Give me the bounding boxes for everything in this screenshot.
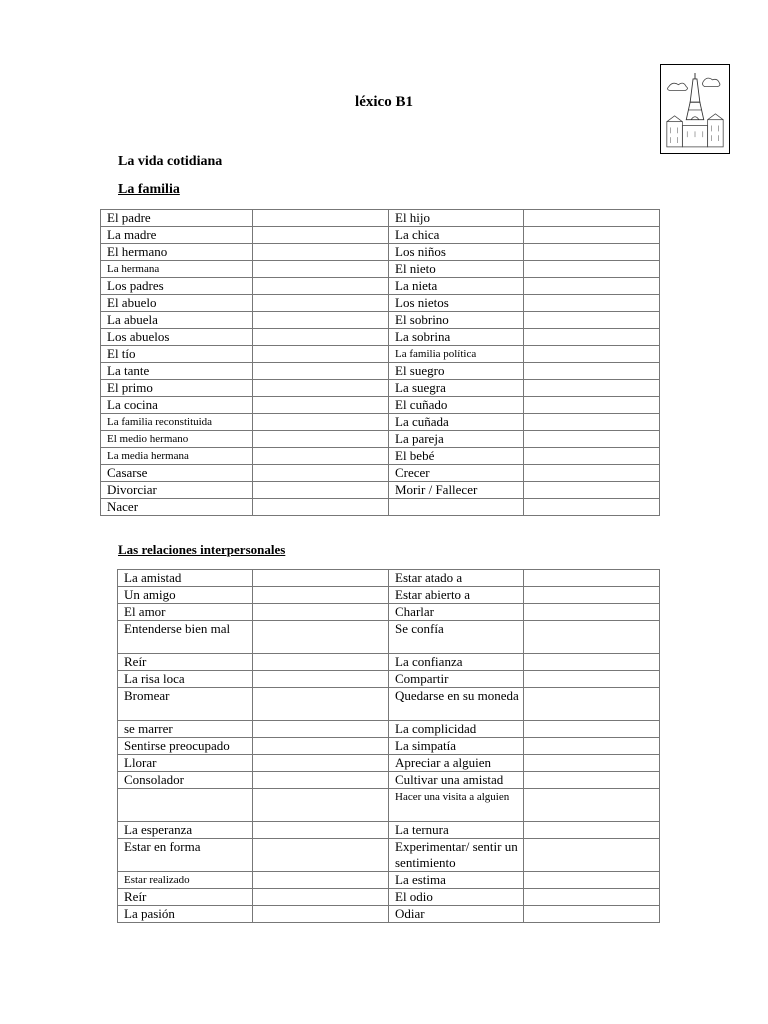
- translation-blank-cell: [253, 721, 389, 738]
- translation-blank-cell: [253, 431, 389, 448]
- term-cell: El hermano: [101, 244, 253, 261]
- table-row: [101, 448, 660, 465]
- translation-blank-cell: [524, 822, 660, 839]
- translation-blank-cell: [524, 465, 660, 482]
- translation-blank-cell: [253, 604, 389, 621]
- document-title: léxico B1: [355, 94, 413, 110]
- term-cell: Los abuelos: [101, 329, 253, 346]
- term-cell: Estar realizado: [118, 872, 253, 889]
- table-row: [118, 721, 660, 738]
- table-row: [101, 363, 660, 380]
- term-cell: La chica: [389, 227, 524, 244]
- translation-blank-cell: [253, 839, 389, 872]
- table-row: [101, 346, 660, 363]
- term-cell: Sentirse preocupado: [118, 738, 253, 755]
- table-row: [118, 604, 660, 621]
- translation-blank-cell: [524, 604, 660, 621]
- table-row: [118, 839, 660, 872]
- term-cell: Quedarse en su moneda: [389, 688, 524, 721]
- term-cell: Odiar: [389, 906, 524, 923]
- translation-blank-cell: [253, 380, 389, 397]
- table-row: [118, 789, 660, 822]
- translation-blank-cell: [253, 688, 389, 721]
- table-row: [101, 210, 660, 227]
- term-cell: La media hermana: [101, 448, 253, 465]
- term-cell: Charlar: [389, 604, 524, 621]
- term-cell: La cocina: [101, 397, 253, 414]
- term-cell: La ternura: [389, 822, 524, 839]
- term-cell: La esperanza: [118, 822, 253, 839]
- term-cell: El hijo: [389, 210, 524, 227]
- translation-blank-cell: [253, 448, 389, 465]
- term-cell: Se confía: [389, 621, 524, 654]
- translation-blank-cell: [524, 671, 660, 688]
- translation-blank-cell: [253, 261, 389, 278]
- term-cell: Estar abierto a: [389, 587, 524, 604]
- term-cell: El suegro: [389, 363, 524, 380]
- term-cell: La abuela: [101, 312, 253, 329]
- heading-relaciones-interpersonales: Las relaciones interpersonales: [118, 542, 286, 557]
- eiffel-tower-logo: [660, 64, 730, 154]
- term-cell: La estima: [389, 872, 524, 889]
- term-cell: Morir / Fallecer: [389, 482, 524, 499]
- term-cell: Divorciar: [101, 482, 253, 499]
- table-row: [118, 755, 660, 772]
- term-cell: La suegra: [389, 380, 524, 397]
- translation-blank-cell: [524, 654, 660, 671]
- term-cell: Reír: [118, 654, 253, 671]
- term-cell: El tío: [101, 346, 253, 363]
- translation-blank-cell: [524, 839, 660, 872]
- term-cell: El amor: [118, 604, 253, 621]
- term-cell: Reír: [118, 889, 253, 906]
- term-cell: Un amigo: [118, 587, 253, 604]
- translation-blank-cell: [524, 738, 660, 755]
- translation-blank-cell: [524, 482, 660, 499]
- translation-blank-cell: [253, 671, 389, 688]
- table-row: [101, 227, 660, 244]
- term-cell: [118, 789, 253, 822]
- table-row: [101, 414, 660, 431]
- translation-blank-cell: [253, 482, 389, 499]
- table-row: [118, 671, 660, 688]
- table-row: [118, 772, 660, 789]
- translation-blank-cell: [524, 227, 660, 244]
- term-cell: La pasión: [118, 906, 253, 923]
- translation-blank-cell: [253, 822, 389, 839]
- translation-blank-cell: [253, 414, 389, 431]
- translation-blank-cell: [524, 621, 660, 654]
- table-row: [101, 295, 660, 312]
- translation-blank-cell: [524, 329, 660, 346]
- term-cell: La pareja: [389, 431, 524, 448]
- term-cell: La complicidad: [389, 721, 524, 738]
- term-cell: Casarse: [101, 465, 253, 482]
- term-cell: Crecer: [389, 465, 524, 482]
- translation-blank-cell: [253, 906, 389, 923]
- term-cell: El padre: [101, 210, 253, 227]
- term-cell: La madre: [101, 227, 253, 244]
- term-cell: Estar atado a: [389, 570, 524, 587]
- translation-blank-cell: [253, 654, 389, 671]
- translation-blank-cell: [253, 889, 389, 906]
- term-cell: El primo: [101, 380, 253, 397]
- table-row: [101, 380, 660, 397]
- table-row: [101, 244, 660, 261]
- translation-blank-cell: [524, 721, 660, 738]
- term-cell: Los padres: [101, 278, 253, 295]
- table-row: [101, 482, 660, 499]
- translation-blank-cell: [524, 431, 660, 448]
- term-cell: La simpatía: [389, 738, 524, 755]
- term-cell: Compartir: [389, 671, 524, 688]
- translation-blank-cell: [524, 889, 660, 906]
- translation-blank-cell: [524, 397, 660, 414]
- translation-blank-cell: [524, 772, 660, 789]
- translation-blank-cell: [524, 346, 660, 363]
- translation-blank-cell: [524, 448, 660, 465]
- term-cell: Hacer una visita a alguien: [389, 789, 524, 822]
- table-row: [101, 261, 660, 278]
- table-row: [101, 397, 660, 414]
- translation-blank-cell: [524, 499, 660, 516]
- term-cell: Los nietos: [389, 295, 524, 312]
- table-row: [118, 872, 660, 889]
- translation-blank-cell: [253, 587, 389, 604]
- term-cell: La nieta: [389, 278, 524, 295]
- translation-blank-cell: [524, 414, 660, 431]
- translation-blank-cell: [253, 227, 389, 244]
- term-cell: [389, 499, 524, 516]
- section-heading-vida-cotidiana: La vida cotidiana: [118, 154, 223, 169]
- translation-blank-cell: [524, 312, 660, 329]
- table-row: [118, 621, 660, 654]
- translation-blank-cell: [524, 570, 660, 587]
- translation-blank-cell: [253, 772, 389, 789]
- table-row: [101, 431, 660, 448]
- translation-blank-cell: [524, 872, 660, 889]
- translation-blank-cell: [524, 261, 660, 278]
- familia-vocab-table: [100, 209, 660, 516]
- term-cell: La tante: [101, 363, 253, 380]
- translation-blank-cell: [524, 295, 660, 312]
- table-row: [118, 889, 660, 906]
- term-cell: Los niños: [389, 244, 524, 261]
- term-cell: La risa loca: [118, 671, 253, 688]
- translation-blank-cell: [253, 244, 389, 261]
- term-cell: La cuñada: [389, 414, 524, 431]
- term-cell: La hermana: [101, 261, 253, 278]
- translation-blank-cell: [253, 570, 389, 587]
- table-row: [118, 570, 660, 587]
- translation-blank-cell: [253, 621, 389, 654]
- term-cell: Apreciar a alguien: [389, 755, 524, 772]
- translation-blank-cell: [524, 789, 660, 822]
- translation-blank-cell: [524, 363, 660, 380]
- term-cell: se marrer: [118, 721, 253, 738]
- table-row: [101, 312, 660, 329]
- term-cell: El cuñado: [389, 397, 524, 414]
- table-row: [118, 587, 660, 604]
- translation-blank-cell: [253, 397, 389, 414]
- table-row: [118, 738, 660, 755]
- table-row: [101, 329, 660, 346]
- term-cell: Experimentar/ sentir un sentimiento: [389, 839, 524, 872]
- translation-blank-cell: [253, 278, 389, 295]
- translation-blank-cell: [253, 465, 389, 482]
- table-row: [118, 688, 660, 721]
- table-row: [118, 654, 660, 671]
- translation-blank-cell: [253, 295, 389, 312]
- translation-blank-cell: [253, 363, 389, 380]
- translation-blank-cell: [524, 587, 660, 604]
- term-cell: La sobrina: [389, 329, 524, 346]
- eiffel-tower-icon: [661, 65, 729, 153]
- table-row: [118, 822, 660, 839]
- term-cell: La amistad: [118, 570, 253, 587]
- translation-blank-cell: [524, 380, 660, 397]
- term-cell: Estar en forma: [118, 839, 253, 872]
- term-cell: Nacer: [101, 499, 253, 516]
- term-cell: Cultivar una amistad: [389, 772, 524, 789]
- translation-blank-cell: [253, 872, 389, 889]
- term-cell: Llorar: [118, 755, 253, 772]
- table-row: [101, 499, 660, 516]
- term-cell: El medio hermano: [101, 431, 253, 448]
- relaciones-vocab-table: [117, 569, 660, 923]
- term-cell: El nieto: [389, 261, 524, 278]
- translation-blank-cell: [253, 755, 389, 772]
- table-row: [101, 278, 660, 295]
- translation-blank-cell: [253, 738, 389, 755]
- table-row: [118, 906, 660, 923]
- term-cell: La familia política: [389, 346, 524, 363]
- translation-blank-cell: [524, 688, 660, 721]
- term-cell: El bebé: [389, 448, 524, 465]
- translation-blank-cell: [253, 499, 389, 516]
- translation-blank-cell: [253, 312, 389, 329]
- translation-blank-cell: [253, 329, 389, 346]
- translation-blank-cell: [524, 210, 660, 227]
- translation-blank-cell: [253, 789, 389, 822]
- term-cell: El sobrino: [389, 312, 524, 329]
- translation-blank-cell: [524, 906, 660, 923]
- term-cell: Bromear: [118, 688, 253, 721]
- term-cell: La confianza: [389, 654, 524, 671]
- term-cell: Consolador: [118, 772, 253, 789]
- term-cell: Entenderse bien mal: [118, 621, 253, 654]
- translation-blank-cell: [524, 755, 660, 772]
- term-cell: El abuelo: [101, 295, 253, 312]
- heading-la-familia: La familia: [118, 182, 180, 197]
- translation-blank-cell: [253, 346, 389, 363]
- table-row: [101, 465, 660, 482]
- translation-blank-cell: [524, 244, 660, 261]
- term-cell: La familia reconstituida: [101, 414, 253, 431]
- term-cell: El odio: [389, 889, 524, 906]
- translation-blank-cell: [524, 278, 660, 295]
- translation-blank-cell: [253, 210, 389, 227]
